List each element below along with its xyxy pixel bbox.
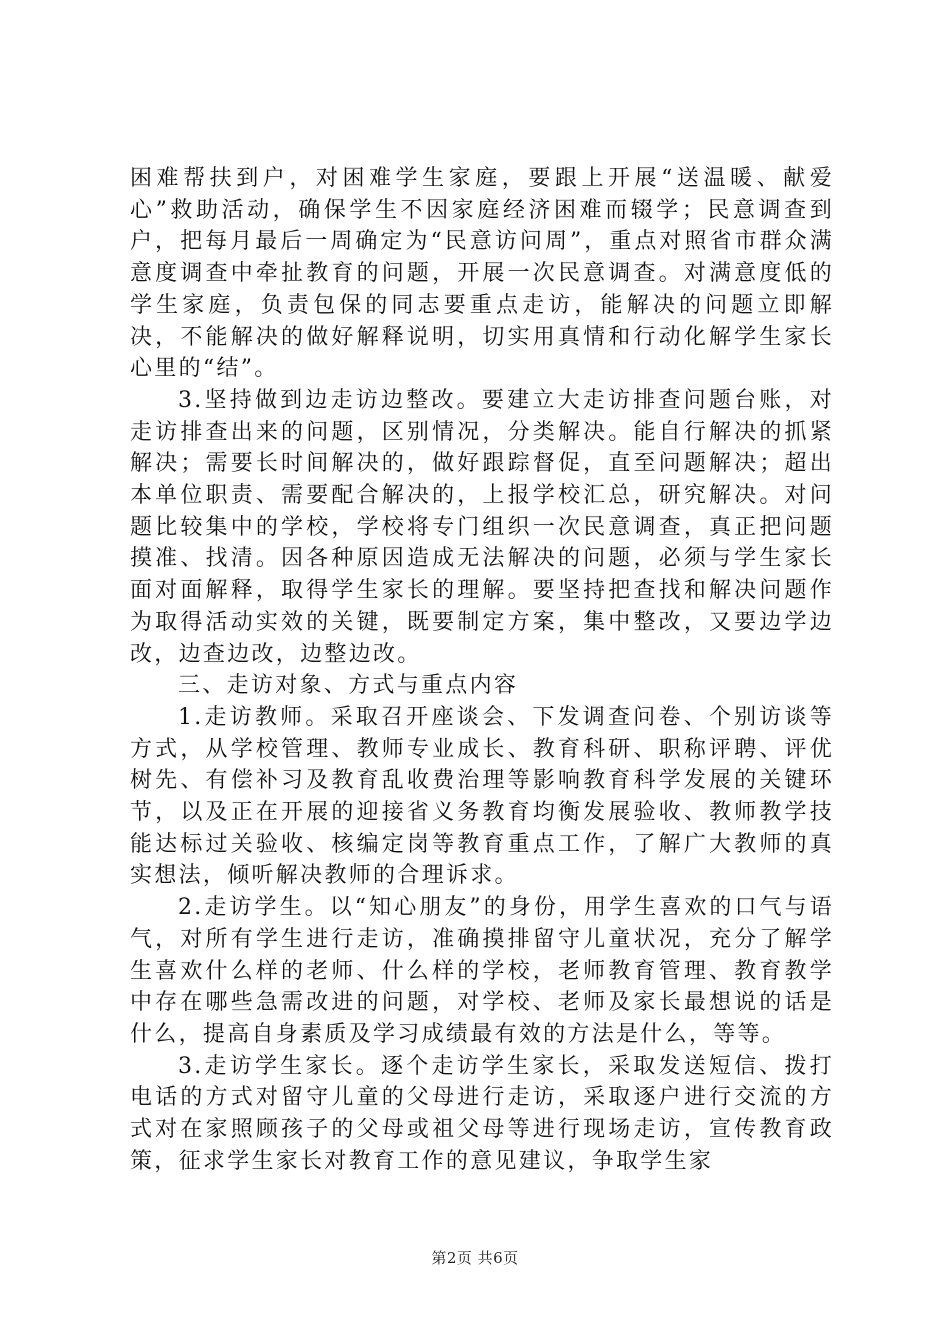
paragraph-continuation: 困难帮扶到户，对困难学生家庭，要跟上开展“送温暖、献爱心”救助活动，确保学生不因家庭经济困难而辍学；民意调查到户，把每月最后一周确定为“民意访问周”，重点对照省市群众满意度调查中牵扯教育的问题，开展一次民意调查。对满意度低的学生家庭，负责包保的同志要重点走访，能解决的问题立即解决，不能解决的做好解释说明，切实用真情和行动化解学生家长心里的“结”。 bbox=[130, 166, 834, 382]
paragraph-item-3-rectification: 3.坚持做到边走访边整改。要建立大走访排查问题台账，对走访排查出来的问题，区别情况，分类解决。能自行解决的抓紧解决；需要长时间解决的，做好跟踪督促，直至问题解决；超出本单位职责、需要配合解决的，上报学校汇总，研究解决。对问题比较集中的学校，学校将专门组织一次民意调查，真正把问题摸准、找清。因各种原因造成无法解决的问题，必须与学生家长面对面解释，取得学生家长的理解。要坚持把查找和解决问题作为取得活动实效的关键，既要制定方案，集中整改，又要边学边改，边查边改，边整边改。 bbox=[130, 387, 834, 667]
document-body bbox=[130, 163, 834, 1178]
paragraph-item-1-teachers: 1.走访教师。采取召开座谈会、下发调查问卷、个别访谈等方式，从学校管理、教师专业成长、教育科研、职称评聘、评优树先、有偿补习及教育乱收费治理等影响教育科学发展的关键环节，以及正在开展的迎接省义务教育均衡发展验收、教师教学技能达标过关验收、核编定岗等教育重点工作，了解广大教师的真实想法，倾听解决教师的合理诉求。 bbox=[130, 704, 834, 889]
page-number-footer: 第2页 共6页 bbox=[431, 1249, 519, 1267]
section-heading: 三、走访对象、方式与重点内容 bbox=[178, 673, 519, 699]
paragraph-item-2-students: 2.走访学生。以“知心朋友”的身份，用学生喜欢的口气与语气，对所有学生进行走访，准确摸排留守儿童状况，充分了解学生喜欢什么样的老师、什么样的学校，老师教育管理、教育教学中存在哪些急需改进的问题，对学校、老师及家长最想说的话是什么，提高自身素质及学习成绩最有效的方法是什么，等等。 bbox=[130, 895, 834, 1047]
paragraph-item-3-parents: 3.走访学生家长。逐个走访学生家长，采取发送短信、拨打电话的方式对留守儿童的父母进行走访，采取逐户进行交流的方式对在家照顾孩子的父母或祖父母等进行现场走访，宣传教育政策，征求学生家长对教育工作的意见建议，争取学生家 bbox=[130, 1053, 834, 1174]
